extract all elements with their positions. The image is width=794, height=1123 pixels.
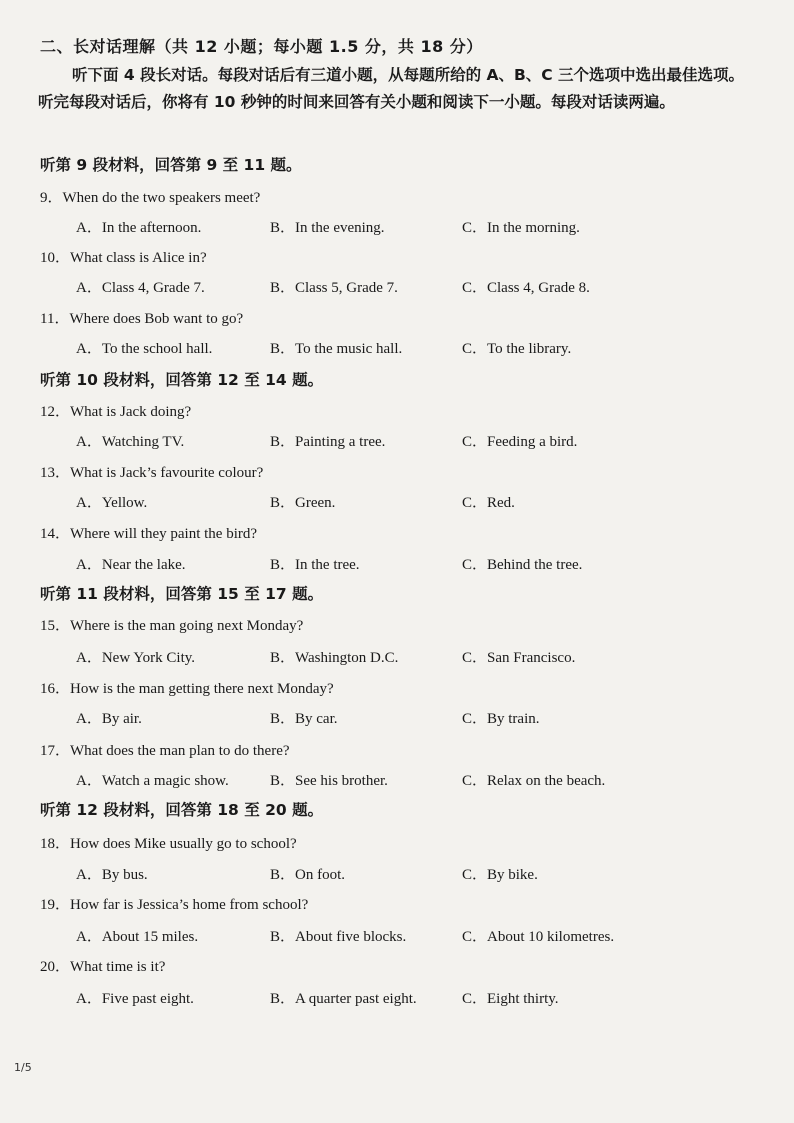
- option-a: A．In the afternoon.: [76, 220, 202, 236]
- group-title: 听第 12 段材料，回答第 18 至 20 题。: [40, 801, 324, 819]
- option-b: B．Washington D.C.: [270, 650, 399, 666]
- option-c: C．Class 4, Grade 8.: [462, 280, 590, 296]
- option-b: B．See his brother.: [270, 773, 388, 789]
- option-b: B．In the tree.: [270, 557, 360, 573]
- option-a: A．By air.: [76, 711, 142, 727]
- option-c: C．About 10 kilometres.: [462, 929, 615, 945]
- option-c: C．Relax on the beach.: [462, 773, 606, 789]
- option-c: C．Behind the tree.: [462, 557, 583, 573]
- option-b: B．Class 5, Grade 7.: [270, 280, 398, 296]
- group-title: 听第 9 段材料，回答第 9 至 11 题。: [40, 156, 302, 174]
- question-15: 15．Where is the man going next Monday?: [40, 618, 304, 634]
- option-c: C．In the morning.: [462, 220, 580, 236]
- question-14: 14．Where will they paint the bird?: [40, 526, 258, 542]
- option-b: B．About five blocks.: [270, 929, 407, 945]
- question-11: 11．Where does Bob want to go?: [40, 311, 244, 327]
- question-13: 13．What is Jack’s favourite colour?: [40, 465, 264, 481]
- option-b: B．A quarter past eight.: [270, 991, 417, 1007]
- option-c: C．By train.: [462, 711, 540, 727]
- option-a: A．Watching TV.: [76, 434, 185, 450]
- option-c: C．To the library.: [462, 341, 572, 357]
- option-a: A．About 15 miles.: [76, 929, 199, 945]
- group-title: 听第 11 段材料，回答第 15 至 17 题。: [40, 585, 324, 603]
- option-b: B．Painting a tree.: [270, 434, 386, 450]
- option-b: B．By car.: [270, 711, 338, 727]
- option-b: B．To the music hall.: [270, 341, 403, 357]
- question-18: 18．How does Mike usually go to school?: [40, 836, 297, 852]
- question-16: 16．How is the man getting there next Monday?: [40, 681, 334, 697]
- option-b: B．On foot.: [270, 867, 346, 883]
- question-12: 12．What is Jack doing?: [40, 404, 192, 420]
- section-instructions: 听下面 4 段长对话。每段对话后有三道小题，从每题所给的 A、B、C 三个选项中选出最佳选项。听完每段对话后，你将有 10 秒钟的时间来回答有关小题和阅读下一小题。每段对话读两遍。: [38, 66, 745, 111]
- option-a: A．Near the lake.: [76, 557, 186, 573]
- question-20: 20．What time is it?: [40, 959, 166, 975]
- option-a: A．Yellow.: [76, 495, 148, 511]
- option-b: B．Green.: [270, 495, 336, 511]
- question-17: 17．What does the man plan to do there?: [40, 743, 290, 759]
- option-a: A．Class 4, Grade 7.: [76, 280, 205, 296]
- option-b: B．In the evening.: [270, 220, 385, 236]
- option-a: A．By bus.: [76, 867, 148, 883]
- option-c: C．Feeding a bird.: [462, 434, 578, 450]
- group-title: 听第 10 段材料，回答第 12 至 14 题。: [40, 371, 324, 389]
- option-c: C．Eight thirty.: [462, 991, 559, 1007]
- option-a: A．To the school hall.: [76, 341, 213, 357]
- section-title: 二、长对话理解（共 12 小题；每小题 1.5 分，共 18 分）: [40, 37, 483, 56]
- question-9: 9．When do the two speakers meet?: [40, 190, 261, 206]
- question-19: 19．How far is Jessica’s home from school?: [40, 897, 309, 913]
- option-c: C．San Francisco.: [462, 650, 576, 666]
- option-a: A．Watch a magic show.: [76, 773, 229, 789]
- option-c: C．By bike.: [462, 867, 538, 883]
- option-a: A．New York City.: [76, 650, 196, 666]
- question-10: 10．What class is Alice in?: [40, 250, 207, 266]
- option-a: A．Five past eight.: [76, 991, 194, 1007]
- page-number: 1/5: [14, 1061, 32, 1074]
- option-c: C．Red.: [462, 495, 515, 511]
